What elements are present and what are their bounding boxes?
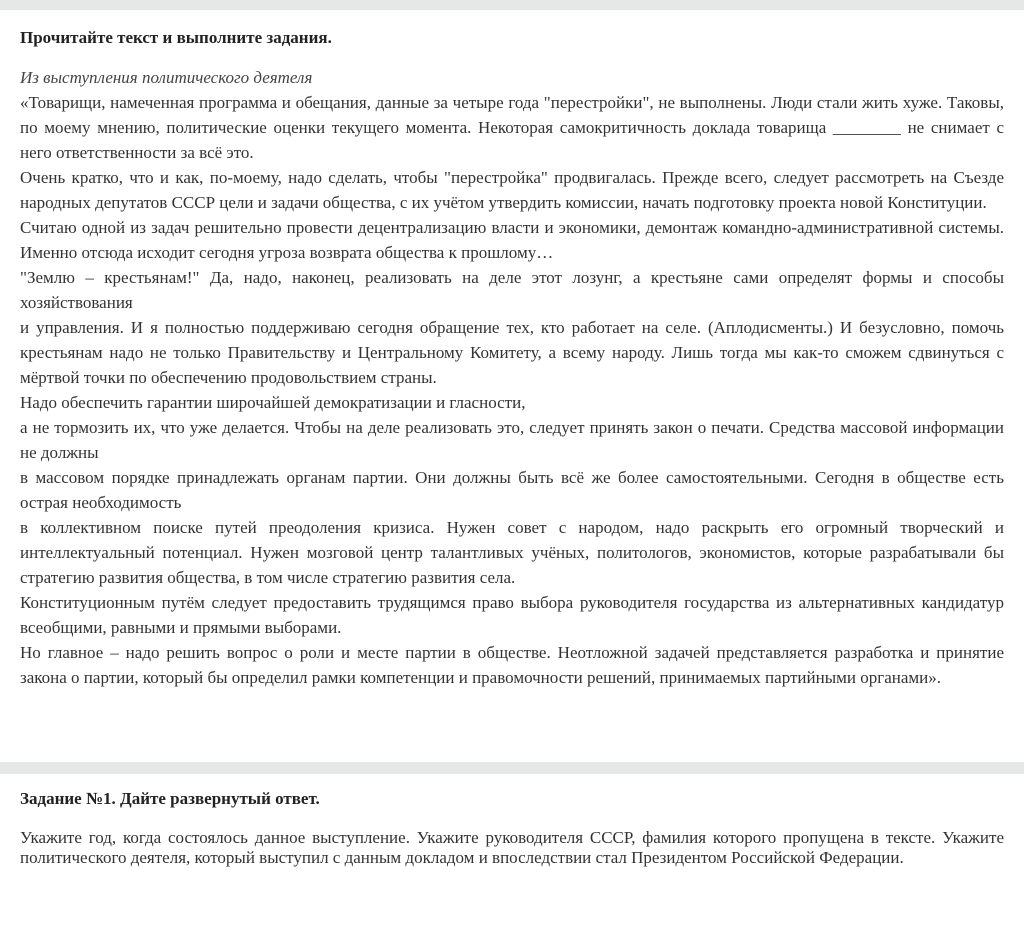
passage-paragraph: Конституционным путём следует предоставить трудящимся право выбора руководителя государства из альтернативных кандидатур всеобщими, равными и прямыми выборами. [20,593,1004,637]
passage-paragraph: в коллективном поиске путей преодоления кризиса. Нужен совет с народом, надо раскрыть его огромный творческий и интеллектуальный потенциал. Нужен мозговой центр талантливых учёных, политологов, экономистов, которые разрабатывали бы стратегию развития общества, в том числе стратегию развития села. [20,518,1004,587]
passage-paragraph: "Землю – крестьянам!" Да, надо, наконец, реализовать на деле этот лозунг, а крестьяне сами определят формы и способы хозяйствования [20,268,1004,312]
task-text: Укажите год, когда состоялось данное выступление. Укажите руководителя СССР, фамилия которого пропущена в тексте. Укажите политического деятеля, который выступил с данным докладом и впоследствии стал Президентом Российской Федерации. [20,828,1004,867]
task-section [0,774,1024,868]
passage-paragraph: Считаю одной из задач решительно провести децентрализацию власти и экономики, демонтаж командно-административной системы. Именно отсюда исходит сегодня угроза возврата общества к прошлому… [20,218,1004,262]
passage-paragraph: Надо обеспечить гарантии широчайшей демократизации и гласности, [20,393,526,412]
passage-paragraph: Очень кратко, что и как, по-моему, надо сделать, чтобы "перестройка" продвигалась. Прежде всего, следует рассмотреть на Съезде народных депутатов СССР цели и задачи общества, с их учётом утвердить комиссии, начать подготовку проекта новой Конституции. [20,168,1004,212]
passage-paragraph: а не тормозить их, что уже делается. Чтобы на деле реализовать это, следует принять закон о печати. Средства массовой информации не должны [20,418,1004,462]
passage-paragraph: Но главное – надо решить вопрос о роли и месте партии в обществе. Неотложной задачей представляется разработка и принятие закона о партии, который бы определил рамки компетенции и правомочности решений, принимаемых партийными органами». [20,643,1004,687]
passage-paragraph: «Товарищи, намеченная программа и обещания, данные за четыре года "перестройки", не выполнены. Люди стали жить хуже. Таковы, по моему мнению, политические оценки текущего момента. Некоторая самокритичность доклада товарища ________ не снимает с него ответственности за всё это. [20,93,1004,162]
top-divider-band [0,0,1024,10]
passage-paragraph: и управления. И я полностью поддерживаю сегодня обращение тех, кто работает на селе. (Аплодисменты.) И безусловно, помочь крестьянам надо не только Правительству и Центральному Комитету, а всему народу. Лишь тогда мы как-то сможем сдвинуться с мёртвой точки по обеспечению продовольствием страны. [20,318,1004,387]
instruction-heading: Прочитайте текст и выполните задания. [20,28,332,47]
section-divider-band [0,762,1024,774]
passage-paragraph: в массовом порядке принадлежать органам партии. Они должны быть всё же более самостоятельными. Сегодня в обществе есть острая необходимость [20,468,1004,512]
reading-passage-section [0,10,1024,762]
task-heading: Задание №1. Дайте развернутый ответ. [20,789,320,808]
source-caption: Из выступления политического деятеля [20,68,313,87]
